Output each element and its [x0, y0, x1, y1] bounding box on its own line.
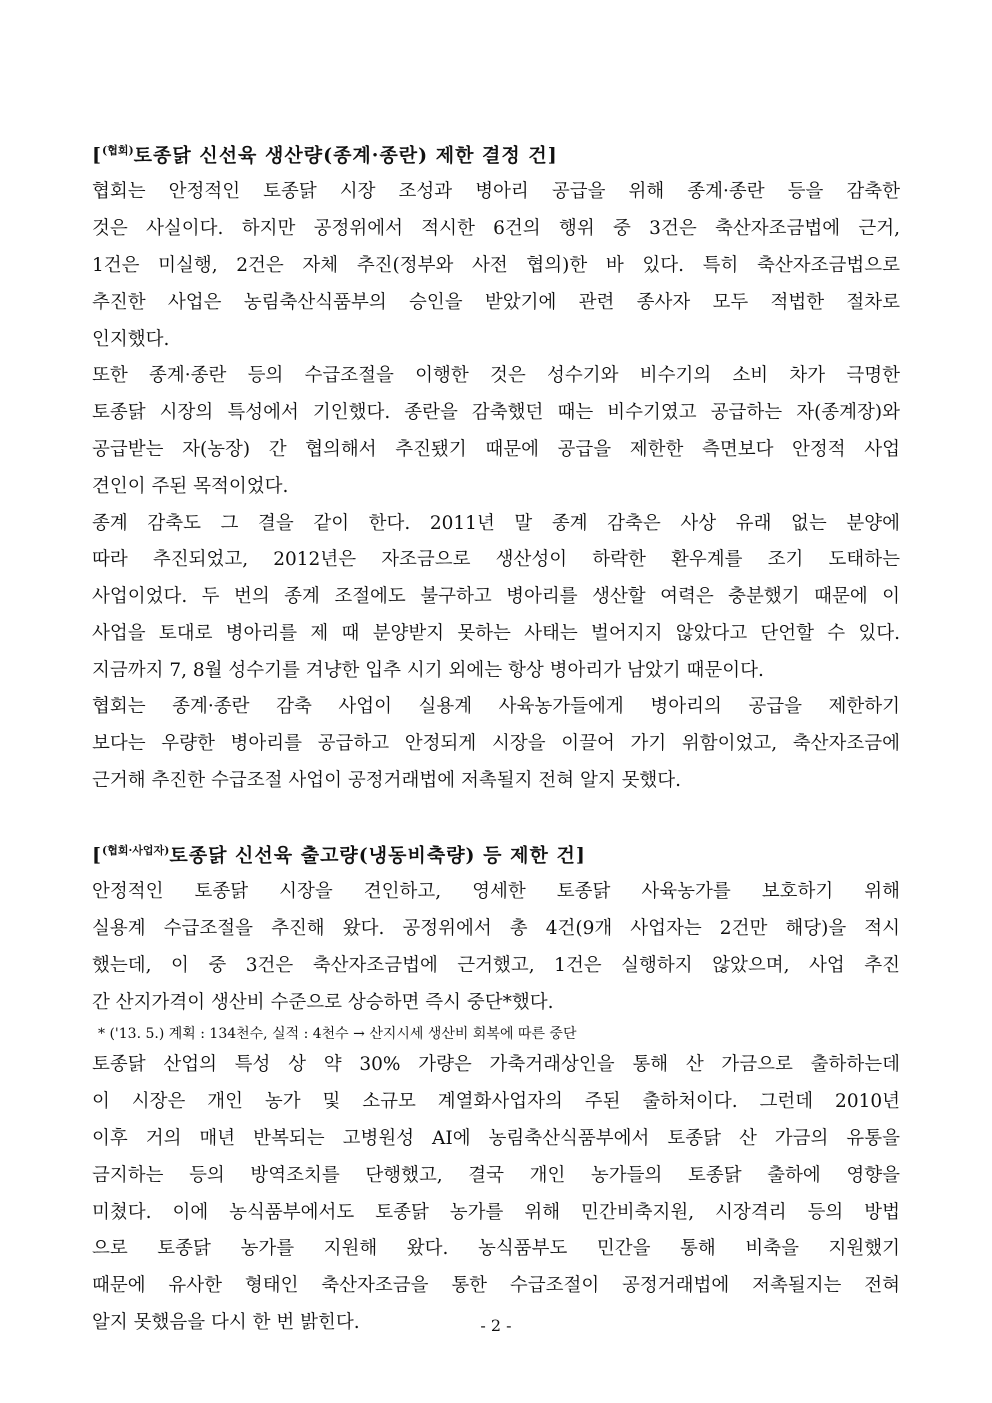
text-line: 알지 못했음을 다시 한 번 밝힌다.: [92, 1311, 360, 1333]
text-line: 안정적인 토종닭 시장을 견인하고, 영세한 토종닭 사육농가를 보호하기 위해: [92, 881, 900, 903]
text-line: 추진한 사업은 농림축산식품부의 승인을 받았기에 관련 종사자 모두 적법한 절차로: [92, 291, 900, 313]
text-line: 지금까지 7, 8월 성수기를 겨냥한 입추 시기 외에는 항상 병아리가 남았기 때문이다.: [92, 659, 764, 681]
text-line: 토종닭 시장의 특성에서 기인했다. 종란을 감축했던 때는 비수기였고 공급하는 자(종계장)와: [92, 402, 900, 424]
section2-title: 토종닭 신선육 출고량(냉동비축량) 등 제한 건: [169, 844, 576, 867]
text-line: 협회는 종계·종란 감축 사업이 실용계 사육농가들에게 병아리의 공급을 제한하기: [92, 696, 900, 718]
text-line: 이 시장은 개인 농가 및 소규모 계열화사업자의 주된 출하처이다. 그런데 2010년: [92, 1091, 900, 1113]
section2-tag: (협회·사업자): [102, 843, 170, 857]
text-line: 사업이었다. 두 번의 종계 조절에도 불구하고 병아리를 생산할 여력은 충분했기 때문에 이: [92, 586, 900, 608]
text-line: 종계 감축도 그 결을 같이 한다. 2011년 말 종계 감축은 사상 유래 없는 분양에: [92, 512, 900, 534]
document-body: [92, 136, 900, 1342]
footnote: * ('13. 5.) 계획 : 134천수, 실적 : 4천수 → 산지시세 생산비 회복에 따른 중단: [98, 1026, 577, 1043]
text-line: 간 산지가격이 생산비 수준으로 상승하면 즉시 중단*했다.: [92, 991, 554, 1013]
text-line: 공급받는 자(농장) 간 협의해서 추진됐기 때문에 공급을 제한한 측면보다 안정적 사업: [92, 438, 900, 460]
text-line: 보다는 우량한 병아리를 공급하고 안정되게 시장을 이끌어 가기 위함이었고, 축산자조금에: [92, 733, 900, 755]
page-number: - 2 -: [480, 1316, 512, 1335]
text-line: 미쳤다. 이에 농식품부에서도 토종닭 농가를 위해 민간비축지원, 시장격리 등의 방법: [92, 1201, 900, 1223]
section1-heading: [$^{(협회)}$토종닭 신선육 생산량(종계·종란) 제한 결정 건]: [92, 144, 558, 167]
text-line: 으로 토종닭 농가를 지원해 왔다. 농식품부도 민간을 통해 비축을 지원했기: [92, 1238, 900, 1260]
section2-paragraph-2: [92, 1047, 900, 1341]
section1-paragraph-1: [92, 174, 900, 358]
section2-paragraph-1: [92, 874, 900, 1021]
section1-paragraph-4: [92, 689, 900, 799]
section1-paragraph-2: [92, 358, 900, 505]
text-line: 토종닭 산업의 특성 상 약 30% 가량은 가축거래상인을 통해 산 가금으로 출하하는데: [92, 1054, 900, 1076]
text-line: 금지하는 등의 방역조치를 단행했고, 결국 개인 농가들의 토종닭 출하에 영향을: [92, 1164, 900, 1186]
section1-tag: (협회): [102, 144, 134, 157]
section-spacer: [92, 800, 900, 836]
text-line: 인지했다.: [92, 328, 170, 350]
text-line: 실용계 수급조절을 추진해 왔다. 공정위에서 총 4건(9개 사업자는 2건만 해당)을 적시: [92, 918, 900, 939]
text-line: 또한 종계·종란 등의 수급조절을 이행한 것은 성수기와 비수기의 소비 차가 극명한: [92, 365, 900, 387]
section1-title: 토종닭 신선육 생산량(종계·종란) 제한 결정 건: [133, 144, 548, 167]
text-line: 따라 추진되었고, 2012년은 자조금으로 생산성이 하락한 환우계를 조기 도태하는: [92, 549, 900, 571]
text-line: 견인이 주된 목적이었다.: [92, 475, 289, 497]
text-line: 협회는 안정적인 토종닭 시장 조성과 병아리 공급을 위해 종계·종란 등을 감축한: [92, 181, 900, 203]
text-line: 했는데, 이 중 3건은 축산자조금법에 근거했고, 1건은 실행하지 않았으며, 사업 추진: [92, 954, 900, 976]
text-line: 이후 거의 매년 반복되는 고병원성 AI에 농림축산식품부에서 토종닭 산 가금의 유통을: [92, 1127, 900, 1149]
section2-heading: [$^{(협회\cdot 사업자)}$토종닭 신선육 출고량(냉동비축량) 등 제한 건]: [92, 843, 586, 867]
text-line: 사업을 토대로 병아리를 제 때 분양받지 못하는 사태는 벌어지지 않았다고 단언할 수 있다.: [92, 622, 900, 644]
text-line: 1건은 미실행, 2건은 자체 추진(정부와 사전 협의)한 바 있다. 특히 축산자조금법으로: [92, 254, 900, 276]
text-line: 근거해 추진한 수급조절 사업이 공정거래법에 저촉될지 전혀 알지 못했다.: [92, 770, 682, 792]
section1-paragraph-3: [92, 506, 900, 690]
text-line: 때문에 유사한 형태인 축산자조금을 통한 수급조절이 공정거래법에 저촉될지는 전혀: [92, 1275, 900, 1297]
text-line: 것은 사실이다. 하지만 공정위에서 적시한 6건의 행위 중 3건은 축산자조금법에 근거,: [92, 218, 900, 240]
